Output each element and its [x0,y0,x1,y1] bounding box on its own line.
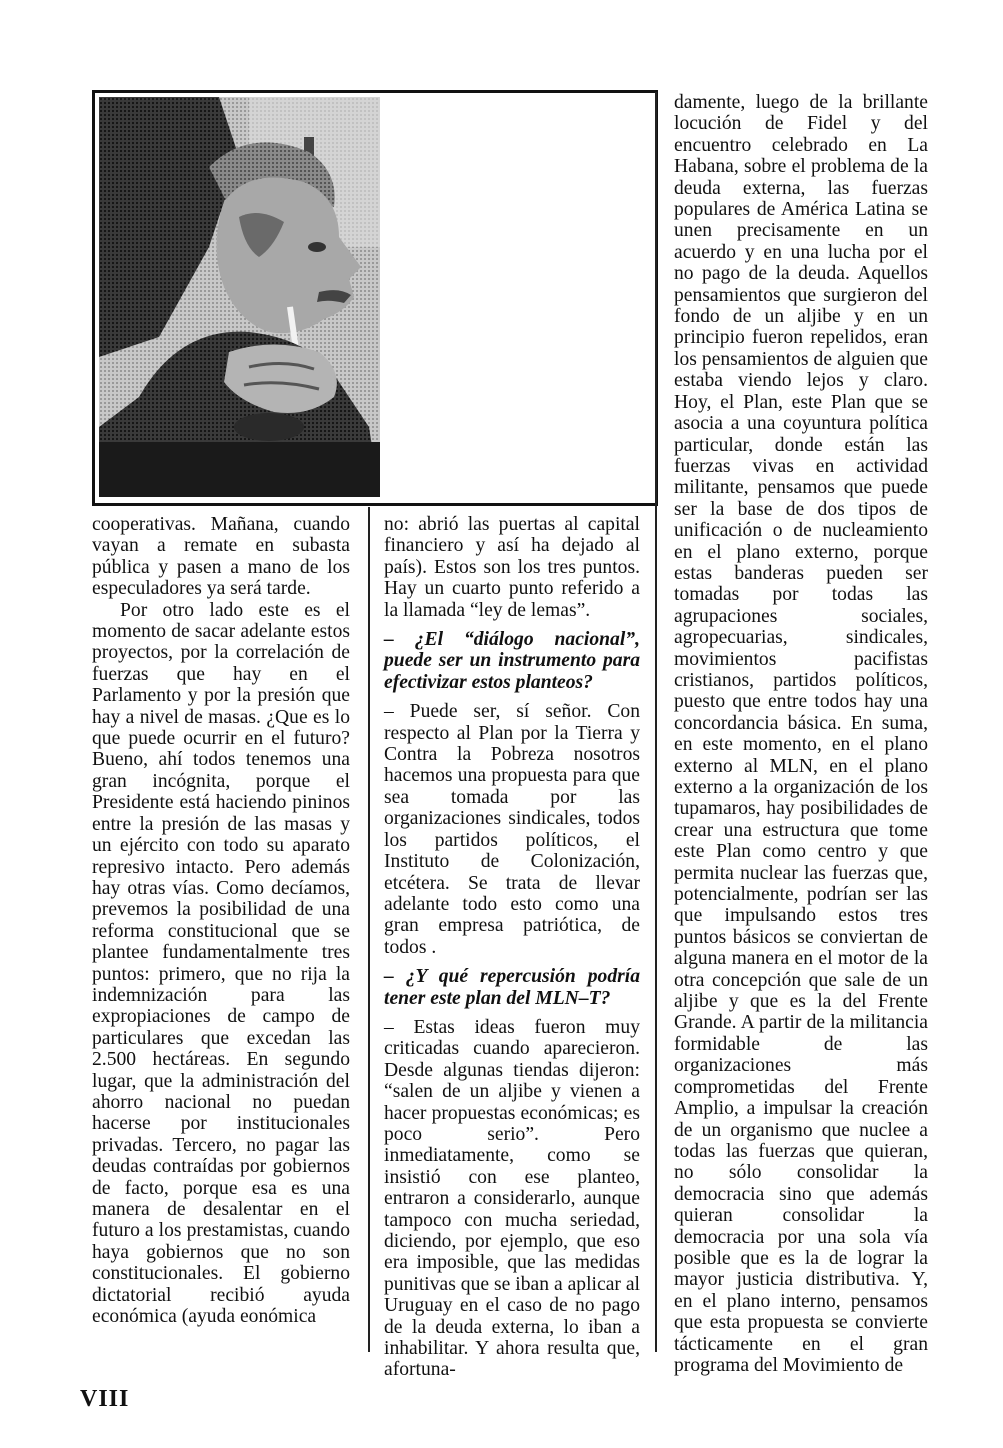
portrait-photo [99,97,380,497]
column-rule [368,507,370,1352]
interview-answer: – Estas ideas fueron muy criticadas cuando aparecieron. Desde algunas tiendas dijeron: “salen de un aljibe y vienen a hacer propuestas económicas; es poco serio”. Pero inmediatamente, como se insistió con ese planteo, entraron a considerarlo, aunque tampoco con mucha seriedad, diciendo, por ejemplo, que eso era imposible, que las medidas punitivas que se iban a aplicar al Uruguay en el caso de no pago de la deuda externa, lo iban a inhabilitar. Y ahora resulta que, afortuna- [384,1016,640,1381]
page-number: VIII [80,1386,130,1412]
interview-question: – ¿El “diálogo nacional”, puede ser un instrumento para efectivizar estos planteos? [384,629,640,693]
column-rule [655,92,657,1352]
text-column-3 [674,92,928,1376]
interview-answer: – Puede ser, sí señor. Con respecto al Plan por la Tierra y Contra la Pobreza nosotros hacemos una propuesta para que sea tomada por las organizaciones sindicales, todos los partidos políticos, el Instituto de Colonización, etcétera. Se trata de llevar adelante todo esto como una gran empresa patriótica, de todos . [384,701,640,958]
portrait-illustration [99,97,380,497]
photo-frame [92,90,658,506]
paragraph: Por otro lado este es el momento de sacar adelante estos proyectos, por la correlación de fuerzas que hay en el Parlamento y por la presión que hay a nivel de masas. ¿Que es lo que puede ocurrir en el futuro? Bueno, ahí todos tenemos una gran incógnita, porque el Presidente está haciendo pininos entre la presión de las masas y un ejército con todo su aparato represivo intacto. Pero además hay otras vías. Como decíamos, prevemos la posibilidad de una reforma constitucional que se plantee fundamentalmente tres puntos: primero, que no rija la indemnización para las expropiaciones de campo de particulares que excedan las 2.500 hectáreas. En segundo lugar, que la administración del ahorro nacional no puedan hacerse por institucionales privadas. Tercero, no pagar las deudas contraídas por gobiernos de facto, porque esa es una manera de desalentar en el futuro a los prestamistas, cuando haya gobiernos que no son constitucionales. El gobierno dictatorial recibió ayuda económica (ayuda eonómica [92,599,350,1328]
text-column-1 [92,514,350,1327]
paragraph: cooperativas. Mañana, cuando vayan a remate en subasta pública y pasen a mano de los especuladores ya será tarde. [92,514,350,600]
text-column-2 [384,514,640,1381]
paragraph: damente, luego de la brillante locución de Fidel y del encuentro celebrado en La Habana, sobre el problema de la deuda externa, las fuerzas populares de América Latina se unen precisamente en un acuerdo y en una lucha por el no pago de la deuda. Aquellos pensamientos que surgieron del fondo de un aljibe y en un principio fueron repelidos, eran los pensamientos de alguien que estaba viendo lejos y claro. Hoy, el Plan, este Plan que se asocia a una coyuntura política particular, donde están las fuerzas vivas en actividad militante, pensamos que puede ser la base de dos tipos de unificación o de nucleamiento en el plano externo, porque estas banderas pueden ser tomadas por todas las agrupaciones sociales, agropecuarias, sindicales, movimientos pacifistas cristianos, partidos políticos, puesto que entre todos hay una concordancia básica. En suma, en este momento, en el plano externo al MLN, en el plano externo a la organización de los tupamaros, hay posibilidades de crear una estructura que tome este Plan como centro y que permita nuclear las fuerzas que, potencialmente, podrían ser las que impulsando estos tres puntos básicos se conviertan de alguna manera en el motor de la otra concepción que sale de un aljibe y que es la del Frente Grande. A partir de la militancia formidable de las organizaciones más comprometidas del Frente Amplio, a impulsar la creación de un organismo que nuclee a todas las fuerzas que quieran, no sólo consolidar la democracia sino que además quieran consolidar la democracia por una sola vía posible que es la de lograr la mayor justicia distributiva. Y, en el plano interno, pensamos que esta propuesta se convierte tácticamente en el gran programa del Movimiento de [674,92,928,1376]
interview-question: – ¿Y qué repercusión podría tener este plan del MLN–T? [384,966,640,1009]
paragraph: no: abrió las puertas al capital financiero y así ha dejado al país). Estos son los tres puntos. Hay un cuarto punto referido a la llamada “ley de lemas”. [384,514,640,621]
